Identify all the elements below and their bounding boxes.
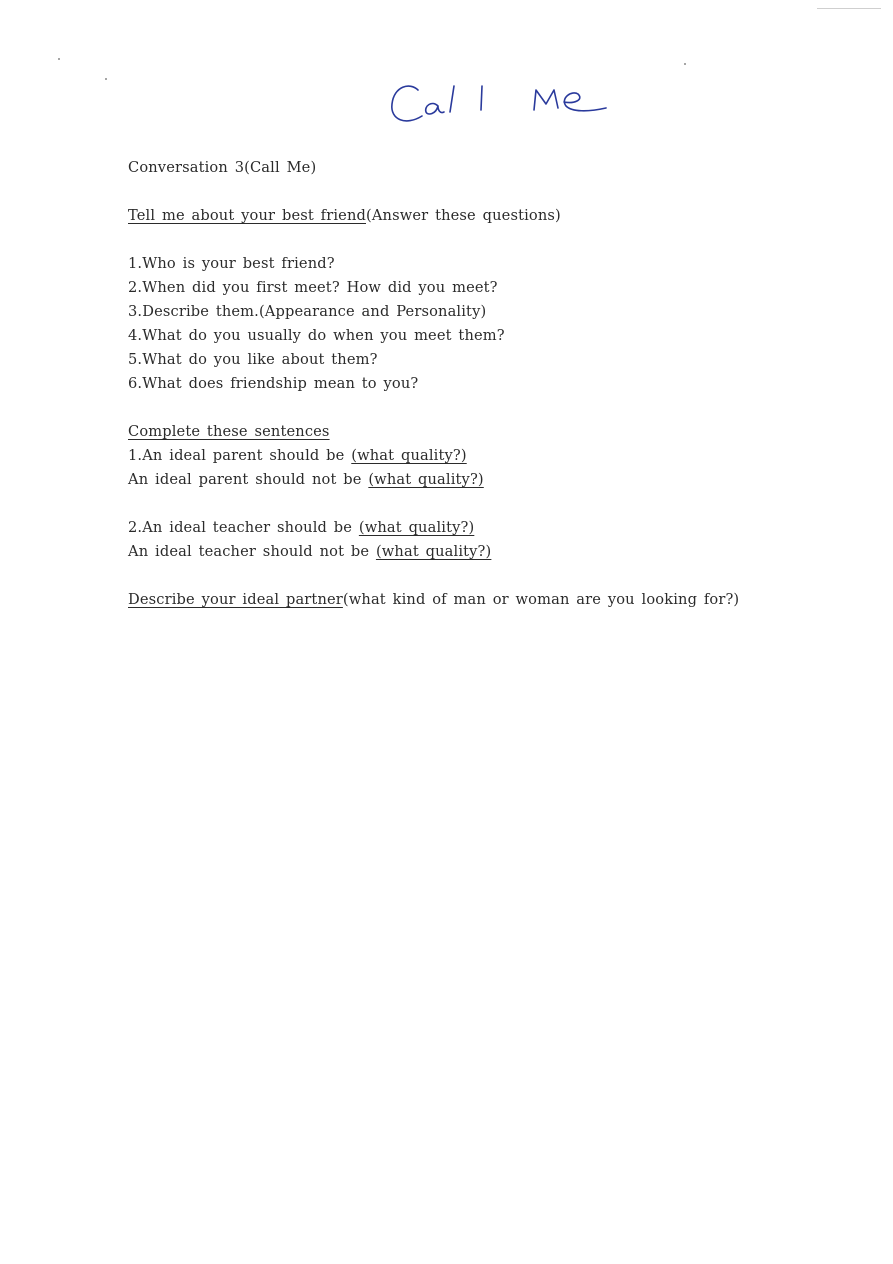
sentence-item: [128, 516, 848, 540]
sentence-item: [128, 540, 848, 564]
handwritten-title: [388, 76, 618, 132]
best-friend-heading-underlined: Tell me about your best friend: [128, 207, 366, 224]
conversation-title: Conversation 3(Call Me): [128, 159, 317, 176]
best-friend-heading-rest: (Answer these questions): [366, 207, 561, 224]
question-item: 1.Who is your best friend?: [128, 255, 335, 272]
question-item: 5.What do you like about them?: [128, 351, 378, 368]
sentence-prefix: 2.An ideal teacher should be: [128, 519, 359, 536]
sentence-item: [128, 468, 848, 492]
ideal-partner-heading-rest: (what kind of man or woman are you looking for?): [342, 591, 740, 608]
section-best-friend-heading: [128, 204, 848, 228]
sentence-prefix: An ideal parent should not be: [128, 471, 369, 488]
worksheet-content: [128, 156, 848, 612]
complete-sentences-heading: Complete these sentences: [128, 423, 330, 440]
ideal-partner-heading-underlined: Describe your ideal partner: [128, 591, 343, 608]
scan-speck: [684, 63, 686, 65]
sentence-prefix: An ideal teacher should not be: [128, 543, 376, 560]
scan-speck: [58, 58, 60, 60]
sentence-item: [128, 444, 848, 468]
handwritten-call-me-drawing: [388, 76, 618, 132]
sentence-prefix: 1.An ideal parent should be: [128, 447, 352, 464]
sentence-blank: (what quality?): [368, 471, 484, 488]
question-item: 2.When did you first meet? How did you meet?: [128, 279, 498, 296]
sentence-blank: (what quality?): [375, 543, 492, 560]
question-item: 3.Describe them.(Appearance and Personality): [128, 303, 487, 320]
question-item: 6.What does friendship mean to you?: [128, 375, 419, 392]
section-ideal-partner-heading: [128, 588, 848, 612]
scan-edge-line: [817, 8, 881, 9]
sentence-blank: (what quality?): [358, 519, 475, 536]
question-item: 4.What do you usually do when you meet them?: [128, 327, 505, 344]
sentence-blank: (what quality?): [351, 447, 467, 464]
scan-speck: [105, 78, 107, 80]
